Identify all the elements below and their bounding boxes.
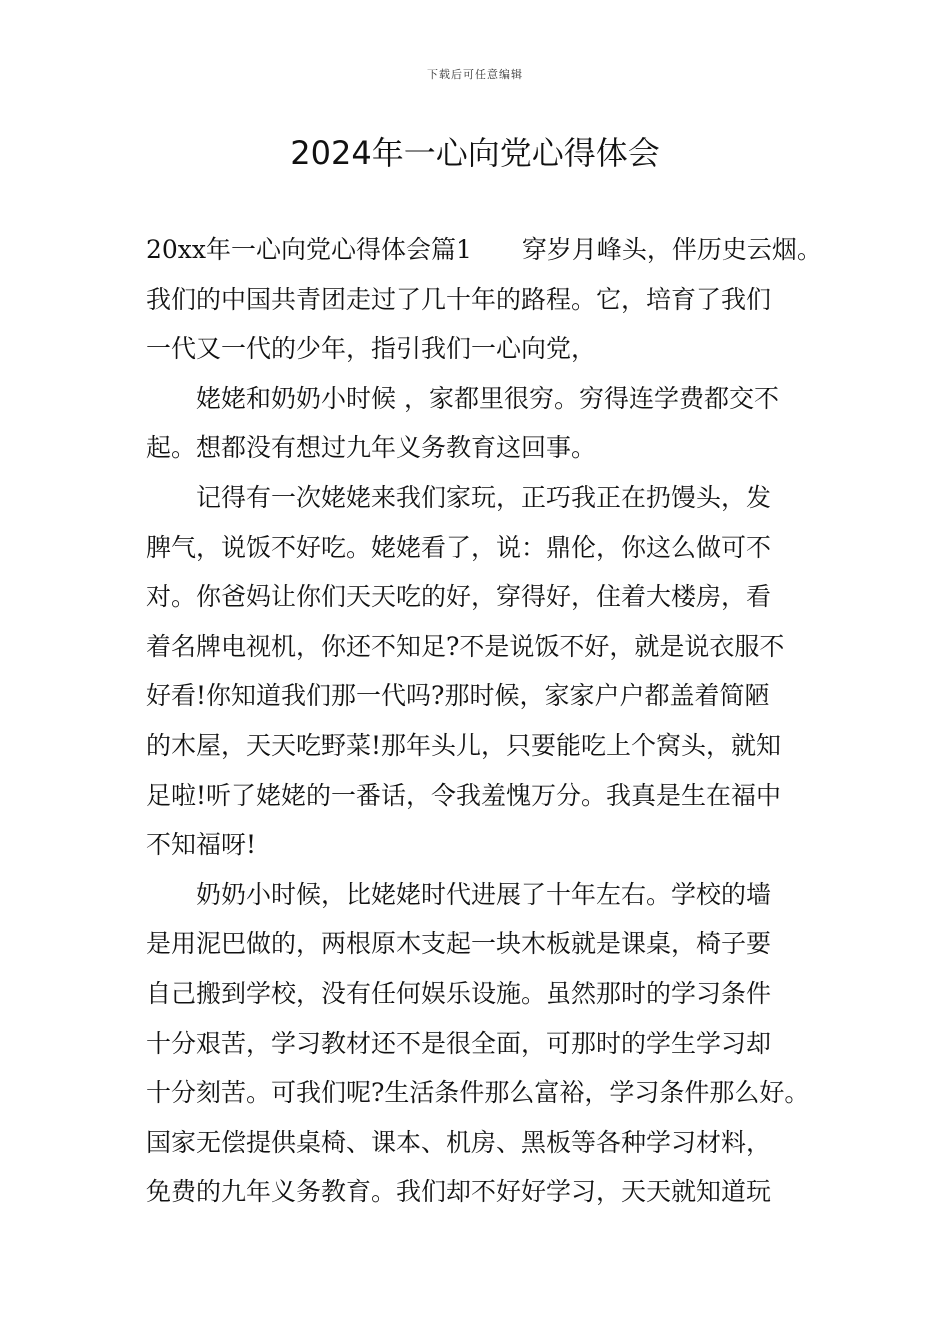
body-line: 不知福呀! <box>146 830 257 860</box>
body-line: 姥姥和奶奶小时候 ，家都里很穷。穷得连学费都交不 <box>196 383 779 413</box>
body-line: 十分刻苦。可我们呢?生活条件那么富裕，学习条件那么好。 <box>146 1078 810 1108</box>
body-line: 起。想都没有想过九年义务教育这回事。 <box>146 433 597 463</box>
body-line: 国家无偿提供桌椅、课本、机房、黑板等各种学习材料， <box>146 1127 772 1157</box>
body-line: 20xx年一心向党心得体会篇1 穿岁月峰头，伴历史云烟。 <box>146 235 822 264</box>
body-line: 十分艰苦，学习教材还不是很全面，可那时的学生学习却 <box>146 1028 772 1058</box>
body-line: 好看!你知道我们那一代吗?那时候，家家户户都盖着简陋 <box>146 681 770 711</box>
body-line: 的木屋，天天吃野菜!那年头儿，只要能吃上个窝头，就知 <box>146 730 782 760</box>
body-line: 一代又一代的少年，指引我们一心向党， <box>146 334 597 364</box>
body-line: 自己搬到学校，没有任何娱乐设施。虽然那时的学习条件 <box>146 978 772 1008</box>
body-line: 足啦!听了姥姥的一番话，令我羞愧万分。我真是生在福中 <box>146 780 782 810</box>
body-line: 对。你爸妈让你们天天吃的好，穿得好，住着大楼房，看 <box>146 582 772 612</box>
header-note: 下载后可任意编辑 <box>427 68 523 81</box>
body-line: 奶奶小时候，比姥姥时代进展了十年左右。学校的墙 <box>196 879 772 909</box>
body-line: 脾气，说饭不好吃。姥姥看了，说：鼎伦，你这么做可不 <box>146 532 772 562</box>
body-line: 记得有一次姥姥来我们家玩，正巧我正在扔馒头，发 <box>196 482 772 512</box>
document-title: 2024年一心向党心得体会 <box>290 134 660 172</box>
document-body <box>146 225 826 1217</box>
body-line: 免费的九年义务教育。我们却不好好学习，天天就知道玩 <box>146 1177 772 1207</box>
body-line: 我们的中国共青团走过了几十年的路程。它，培育了我们 <box>146 284 772 314</box>
body-line: 着名牌电视机，你还不知足?不是说饭不好，就是说衣服不 <box>146 631 785 661</box>
body-line: 是用泥巴做的，两根原木支起一块木板就是课桌，椅子要 <box>146 929 772 959</box>
